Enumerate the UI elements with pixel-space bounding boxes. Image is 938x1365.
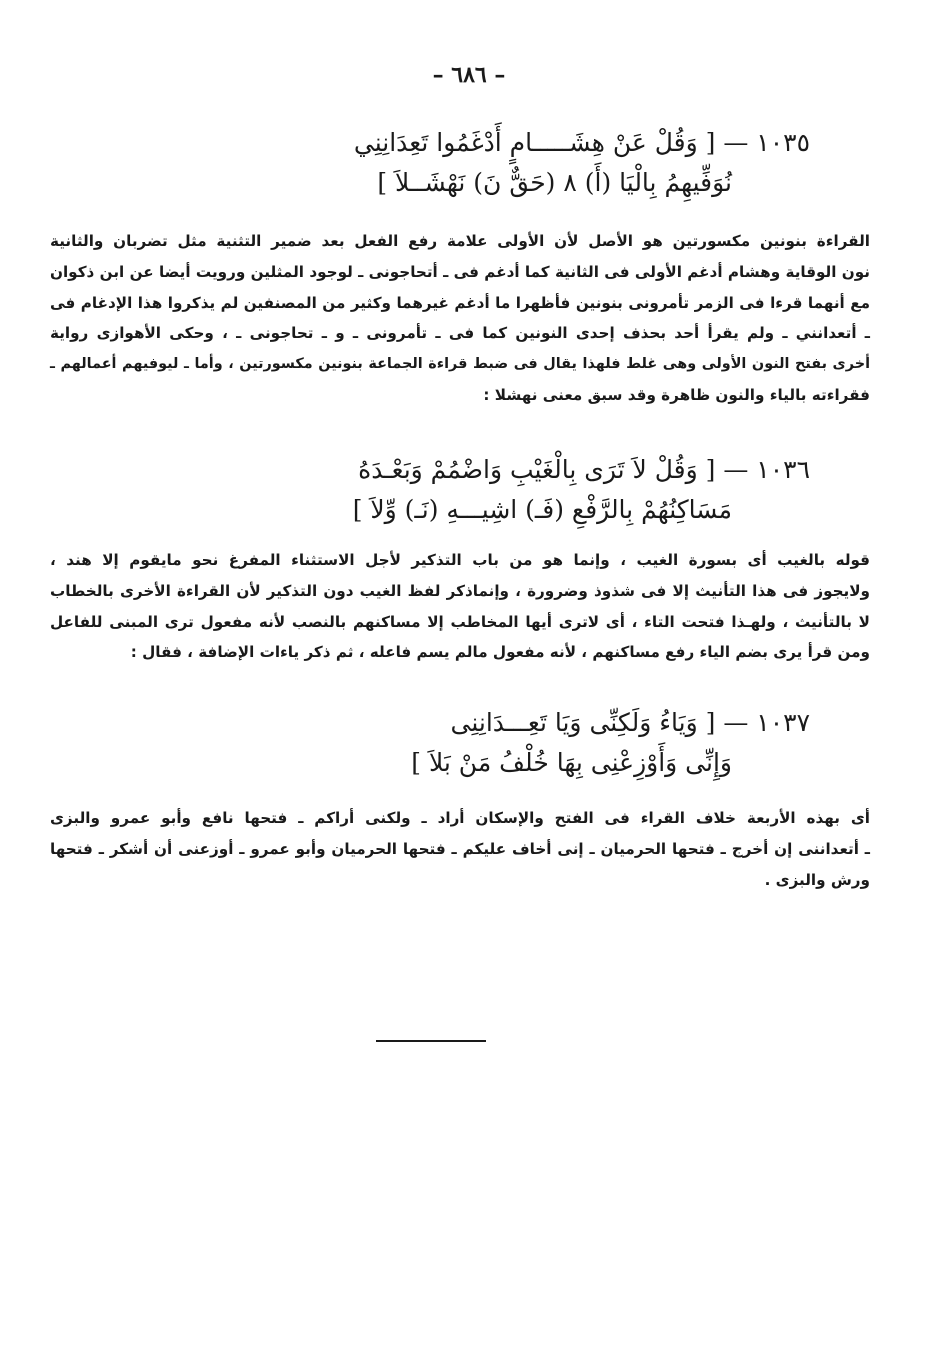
verse-hemistich-1: ١٠٣٥ — [ وَقُلْ عَنْ هِشَـــــامٍ أَدْغَمُوا تَعِدَانِنِي [353,128,810,157]
commentary-line: القراءة بنونين مكسورتين هو الأصل لأن الأولى علامة رفع الفعل بعد ضمير التثنية مثل تضربان والثانية [50,232,870,250]
commentary-line: ورش والبزى . [764,870,870,889]
commentary-line: نون الوقاية وهشام أدغم الأولى فى الثانية كما أدغم فى ـ أتحاجونى ـ لوجود المثلين ورويت أيضا عن ابن ذكوان [50,262,870,281]
verse-hemistich-2: نُوَفِّيهِمُ بِالْيَا (أَ) ٨ (حَقٌّ نَ) نَهْشَــلاَ ] [377,168,732,197]
commentary-line: مع أنهما قرءا فى الزمر تأمرونى بنونين فأظهرا ما أدغم غيرهما وكثير من المصنفين لم يذكروا هذا الإدغام فى [50,293,870,312]
verse-hemistich-1: ١٠٣٧ — [ وَيَاءُ وَلَكِنِّى وَيَا تَعِـــدَانِنِى [450,708,810,737]
commentary-line: فقراءته بالياء والنون ظاهرة وقد سبق معنى نهشلا : [483,385,870,404]
verse-hemistich-2: وَإِنِّى وَأَوْزِعْنِى بِهَا خُلْفُ مَنْ بَلاَ ] [411,748,732,777]
commentary-line: ومن قرأ يرى بضم الياء رفع مساكنهم ، لأنه مفعول مالم يسم فاعله ، ثم ذكر ياءات الإضافة ، فقال : [130,643,870,662]
verse-1035 [354,128,810,198]
end-divider [376,1040,486,1042]
commentary-line: ـ أتعدانني ـ ولم يقرأ أحد بحذف إحدى النونين كما فى ـ تأمرونى ـ و ـ تحاجونى ـ ، وحكى الأهوازى رواية [50,324,870,343]
commentary-line: لا بالتأنيث ، ولهـذا فتحت التاء ، أى لاترى أيها المخاطب إلا مساكنهم بالنصب لأنه مفعول ترى المبنى للفاعل [50,612,870,631]
commentary-line: أخرى بفتح النون الأولى وهى غلط فلهذا يقال فى ضبط قراءة الجماعة بنونين مكسورتين ، وأما ـ ليوفيهم أعمالهم ـ [50,356,870,373]
verse-hemistich-2: مَسَاكِنُهُمْ بِالرَّفْعِ (فَـ) اشِيـــهِ (نَـ) وِّلاَ ] [352,495,732,524]
verse-1036 [353,455,810,525]
commentary-paragraph [50,545,870,668]
commentary-line: ولايجوز فى هذا التأنيث إلا فى شذوذ وضرورة ، وإنماذكر لفظ الغيب دون التذكير لأن القراءة الأخرى بالخطاب [50,581,870,600]
commentary-paragraph [50,226,870,411]
page-number: – ٦٨٦ – [432,62,506,88]
commentary-paragraph [50,803,870,895]
commentary-line: قوله بالغيب أى بسورة الغيب ، وإنما هو من باب التذكير لأجل الاستثناء المفرغ نحو مايقوم إلا هند ، [50,551,870,569]
commentary-line: أى بهذه الأربعة خلاف القراء فى الفتح والإسكان أراد ـ ولكنى أراكم ـ فتحها نافع وأبو عمرو والبزى [50,809,870,827]
commentary-line: ـ أتعداننى إن أخرج ـ فتحها الحرميان ـ إنى أخاف عليكم ـ فتحها الحرميان وأبو عمرو ـ أوزعنى أن أشكر ـ فتحها [50,839,870,858]
verse-1037 [411,708,810,778]
verse-hemistich-1: ١٠٣٦ — [ وَقُلْ لاَ تَرَى بِالْغَيْبِ وَاضْمُمْ وَبَعْـدَهُ [358,455,810,484]
